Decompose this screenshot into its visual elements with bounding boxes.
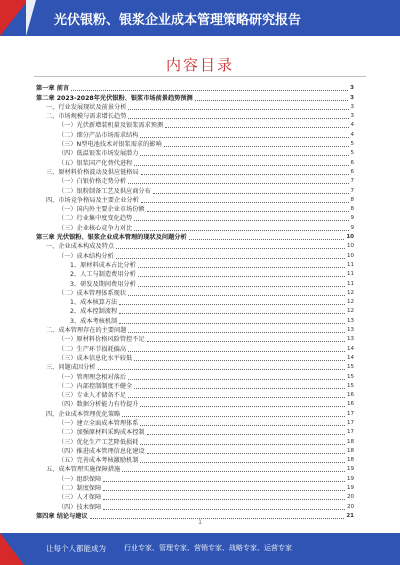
toc-entry-text: 第三章 光伏银粉、银浆企业成本管理的现状及问题分析 <box>36 234 187 242</box>
toc-entry-text: （一）成本结构分析 <box>58 252 114 260</box>
toc-leader-dots <box>134 388 345 389</box>
toc-entry-page: 7 <box>350 178 354 185</box>
toc-leader-dots <box>138 286 345 287</box>
toc-entry[interactable] <box>36 103 354 112</box>
toc-entry[interactable] <box>36 335 354 344</box>
toc-leader-dots <box>147 341 345 342</box>
toc-entry-text: （二）生产环节损耗偏高 <box>58 345 127 353</box>
toc-leader-dots <box>141 202 349 203</box>
toc-leader-dots <box>116 258 345 259</box>
toc-leader-dots <box>141 174 349 175</box>
toc-entry[interactable] <box>36 112 354 121</box>
toc-entry-page: 16 <box>347 392 354 399</box>
toc-entry-page: 18 <box>347 457 354 464</box>
toc-entry-text: （二）细分产品市场需求结构 <box>58 131 139 139</box>
toc-entry[interactable] <box>36 130 354 139</box>
toc-entry-page: 4 <box>350 131 354 138</box>
toc-entry-text: 四、市场竞争格局及主要企业分析 <box>46 196 139 204</box>
toc-leader-dots <box>128 351 345 352</box>
toc-entry-page: 21 <box>346 512 354 519</box>
toc-leader-dots <box>147 211 349 212</box>
toc-entry-text: （四）推进成本管理信息化建设 <box>58 447 145 455</box>
toc-entry-text: 一、企业成本构成及特点 <box>46 243 115 251</box>
toc-entry[interactable] <box>36 140 354 149</box>
toc-leader-dots <box>103 481 345 482</box>
toc-leader-dots <box>140 444 345 445</box>
toc-entry-page: 7 <box>350 187 354 194</box>
toc-heading: 内容目录 <box>165 56 234 74</box>
toc-entry[interactable] <box>36 484 354 493</box>
toc-entry-page: 8 <box>350 206 354 213</box>
toc-leader-dots <box>71 90 348 91</box>
header-banner <box>0 0 400 36</box>
toc-leader-dots <box>134 230 348 231</box>
toc-entry-text: （二）加强原材料采购成本控制 <box>58 429 145 437</box>
toc-entry-page: 17 <box>347 410 354 417</box>
toc-entry[interactable] <box>36 298 354 307</box>
toc-entry-page: 15 <box>347 382 354 389</box>
toc-entry-page: 15 <box>347 364 354 371</box>
toc-leader-dots <box>140 155 348 156</box>
toc-entry-text: （一）组织保障 <box>58 475 102 483</box>
toc-leader-dots <box>147 453 345 454</box>
toc-entry-page: 18 <box>347 447 354 454</box>
toc-entry-text: （二）行业集中度变化趋势 <box>58 215 133 223</box>
toc-entry[interactable] <box>36 149 354 158</box>
toc-entry-page: 4 <box>350 122 354 129</box>
toc-entry[interactable] <box>36 372 354 381</box>
toc-leader-dots <box>140 137 348 138</box>
toc-entry[interactable] <box>36 493 354 502</box>
toc-entry-page: 3 <box>350 103 354 110</box>
toc-entry-page: 19 <box>347 475 354 482</box>
toc-divider <box>34 76 366 77</box>
toc-leader-dots <box>103 490 345 491</box>
toc-entry[interactable] <box>36 307 354 316</box>
toc-entry-page: 10 <box>347 252 354 259</box>
toc-entry-text: 2、人工与制造费用分析 <box>70 271 136 279</box>
toc-entry-text: （一）管理理念相对落后 <box>58 373 127 381</box>
toc-entry[interactable] <box>36 168 354 177</box>
toc-entry-page: 20 <box>347 503 354 510</box>
toc-leader-dots <box>153 193 349 194</box>
toc-entry[interactable] <box>36 84 354 93</box>
toc-entry[interactable] <box>36 447 354 456</box>
toc-entry-page: 3 <box>350 94 354 101</box>
toc-entry-text: 2、成本控制流程 <box>70 308 118 316</box>
toc-entry[interactable] <box>36 270 354 279</box>
toc-entry-text: （二）内部控制制度不健全 <box>58 382 133 390</box>
toc-entry-page: 11 <box>347 280 354 287</box>
toc-leader-dots <box>134 360 345 361</box>
toc-entry[interactable] <box>36 437 354 446</box>
toc-entry[interactable] <box>36 158 354 167</box>
toc-entry-text: （三）N型电池技术对银浆需求的影响 <box>58 141 162 149</box>
toc-entry-text: （三）专业人才储备不足 <box>58 392 127 400</box>
toc-entry-text: （三）企业核心竞争力对比 <box>58 224 133 232</box>
toc-entry-text: 五、成本管理实施保障措施 <box>46 466 121 474</box>
toc-leader-dots <box>140 425 345 426</box>
toc-entry-text: （一）国内外主要企业市场份额 <box>58 206 145 214</box>
toc-entry-text: （五）银浆国产化替代进程 <box>58 159 133 167</box>
toc-entry-text: （二）银粉制备工艺及供应商分布 <box>58 187 151 195</box>
toc-leader-dots <box>128 397 345 398</box>
toc-leader-dots <box>189 239 345 240</box>
toc-entry[interactable] <box>36 382 354 391</box>
toc-entry[interactable] <box>36 400 354 409</box>
toc-entry-text: （二）制度保障 <box>58 485 102 493</box>
toc-entry-text: （一）建立全面成本管理体系 <box>58 419 139 427</box>
toc-entry-page: 3 <box>350 113 354 120</box>
toc-entry-page: 5 <box>350 141 354 148</box>
banner-stripe-shape <box>26 0 36 36</box>
toc-leader-dots <box>119 323 345 324</box>
toc-entry-page: 16 <box>347 401 354 408</box>
toc-entry-text: 第四章 结论与建议 <box>36 512 88 520</box>
toc-entry-page: 12 <box>347 308 354 315</box>
toc-entry[interactable] <box>36 186 354 195</box>
toc-entry[interactable] <box>36 289 354 298</box>
toc-entry-page: 17 <box>347 419 354 426</box>
toc-entry-text: 1、原材料成本占比分析 <box>70 261 136 269</box>
toc-entry-text: 四、企业成本管理优化策略 <box>46 410 121 418</box>
toc-entry[interactable] <box>36 251 354 260</box>
toc-leader-dots <box>122 471 345 472</box>
toc-entry-page: 17 <box>347 429 354 436</box>
toc-entry-text: （三）人才保障 <box>58 494 102 502</box>
toc-entry[interactable] <box>36 354 354 363</box>
toc-leader-dots <box>103 499 345 500</box>
toc-entry[interactable] <box>36 474 354 483</box>
toc-entry[interactable] <box>36 223 354 232</box>
toc-entry-page: 9 <box>350 224 354 231</box>
toc-leader-dots <box>140 462 345 463</box>
toc-entry-text: 二、成本管理存在的主要问题 <box>46 327 127 335</box>
toc-leader-dots <box>128 332 345 333</box>
page-number: 1 <box>198 519 202 526</box>
banner-accent-shape <box>0 0 28 36</box>
toc-entry-text: （一）白银价格走势分析 <box>58 178 127 186</box>
footer-accent-shape <box>0 533 24 565</box>
toc-entry-text: （四）数据分析能力有待提升 <box>58 401 139 409</box>
toc-leader-dots <box>128 183 348 184</box>
toc-entry[interactable] <box>36 316 354 325</box>
toc-entry-page: 13 <box>347 327 354 334</box>
toc-leader-dots <box>119 304 345 305</box>
toc-entry-text: （二）成本管理体系现状 <box>58 289 127 297</box>
toc-entry[interactable] <box>36 409 354 418</box>
toc-entry-page: 10 <box>346 234 354 241</box>
toc-entry[interactable] <box>36 177 354 186</box>
toc-leader-dots <box>128 109 348 110</box>
toc-entry[interactable] <box>36 465 354 474</box>
toc-entry-text: （一）光伏新增装机量及银浆需求预测 <box>58 122 164 130</box>
footer-roles: 行业专家、管理专家、营销专家、战略专家、运营专家 <box>124 544 292 552</box>
toc-leader-dots <box>147 434 345 435</box>
toc-leader-dots <box>134 220 348 221</box>
toc-entry-text: 1、成本核算方法 <box>70 299 118 307</box>
toc-entry[interactable] <box>36 428 354 437</box>
toc-entry[interactable] <box>36 196 354 205</box>
toc-entry-text: （五）完善成本考核激励机制 <box>58 457 139 465</box>
toc-entry-page: 11 <box>347 271 354 278</box>
toc-entry[interactable] <box>36 419 354 428</box>
toc-entry-page: 14 <box>347 345 354 352</box>
toc-entry-text: 3、研发及期间费用分析 <box>70 280 136 288</box>
toc-entry-page: 12 <box>347 289 354 296</box>
toc-entry-text: 第二章 2023-2028年光伏银粉、银浆市场前景趋势预测 <box>36 94 193 102</box>
toc-leader-dots <box>164 146 349 147</box>
toc-entry[interactable] <box>36 502 354 511</box>
toc-leader-dots <box>134 165 348 166</box>
table-of-contents <box>36 84 354 521</box>
toc-entry[interactable] <box>36 391 354 400</box>
toc-leader-dots <box>128 118 348 119</box>
toc-entry-page: 19 <box>347 485 354 492</box>
toc-entry-page: 3 <box>350 85 354 92</box>
toc-entry-page: 18 <box>347 438 354 445</box>
toc-entry-text: （四）技术保障 <box>58 503 102 511</box>
toc-entry-text: 一、行业发展现状及前景分析 <box>46 103 127 111</box>
toc-entry-page: 20 <box>347 494 354 501</box>
toc-entry-text: （三）优化生产工艺降低损耗 <box>58 438 139 446</box>
toc-entry-page: 15 <box>347 373 354 380</box>
toc-leader-dots <box>195 100 348 101</box>
toc-entry[interactable] <box>36 93 354 102</box>
toc-entry-text: 3、成本考核机制 <box>70 317 118 325</box>
toc-entry-page: 10 <box>347 243 354 250</box>
toc-entry[interactable] <box>36 121 354 130</box>
toc-leader-dots <box>128 379 345 380</box>
toc-entry-page: 12 <box>347 299 354 306</box>
toc-leader-dots <box>128 295 345 296</box>
toc-leader-dots <box>103 509 345 510</box>
toc-leader-dots <box>140 406 345 407</box>
toc-entry[interactable] <box>36 214 354 223</box>
toc-entry-text: 第一章 前言 <box>36 85 70 93</box>
toc-entry-text: （一）原材料价格风险管控不足 <box>58 336 145 344</box>
footer-slogan: 让每个人都能成为 <box>46 544 106 553</box>
toc-leader-dots <box>122 416 345 417</box>
toc-entry[interactable] <box>36 261 354 270</box>
toc-entry-text: （四）低温银浆市场发展潜力 <box>58 150 139 158</box>
toc-leader-dots <box>165 127 348 128</box>
toc-entry-page: 11 <box>347 261 354 268</box>
toc-entry[interactable] <box>36 233 354 242</box>
toc-entry[interactable] <box>36 344 354 353</box>
toc-leader-dots <box>138 276 345 277</box>
toc-entry-page: 5 <box>350 150 354 157</box>
toc-leader-dots <box>116 248 345 249</box>
toc-entry-page: 13 <box>347 317 354 324</box>
toc-entry-text: 三、原材料价格波动及供应链格局 <box>46 168 139 176</box>
toc-entry-text: 二、市场规模与需求增长趋势 <box>46 113 127 121</box>
toc-entry-page: 13 <box>347 336 354 343</box>
toc-leader-dots <box>98 369 346 370</box>
report-title: 光伏银粉、银浆企业成本管理策略研究报告 <box>54 13 302 28</box>
toc-entry-page: 6 <box>350 168 354 175</box>
toc-leader-dots <box>138 267 345 268</box>
toc-leader-dots <box>119 313 345 314</box>
toc-entry[interactable] <box>36 205 354 214</box>
toc-entry-page: 9 <box>350 215 354 222</box>
toc-entry[interactable] <box>36 242 354 251</box>
toc-entry-text: （三）成本信息化水平较低 <box>58 354 133 362</box>
toc-entry-page: 6 <box>350 159 354 166</box>
footer-banner <box>0 533 400 565</box>
toc-entry[interactable] <box>36 326 354 335</box>
toc-entry-text: 三、问题成因分析 <box>46 364 96 372</box>
toc-entry-page: 19 <box>347 466 354 473</box>
toc-entry-page: 14 <box>347 354 354 361</box>
toc-entry[interactable] <box>36 279 354 288</box>
toc-entry-page: 8 <box>350 196 354 203</box>
toc-entry[interactable] <box>36 363 354 372</box>
toc-entry[interactable] <box>36 456 354 465</box>
